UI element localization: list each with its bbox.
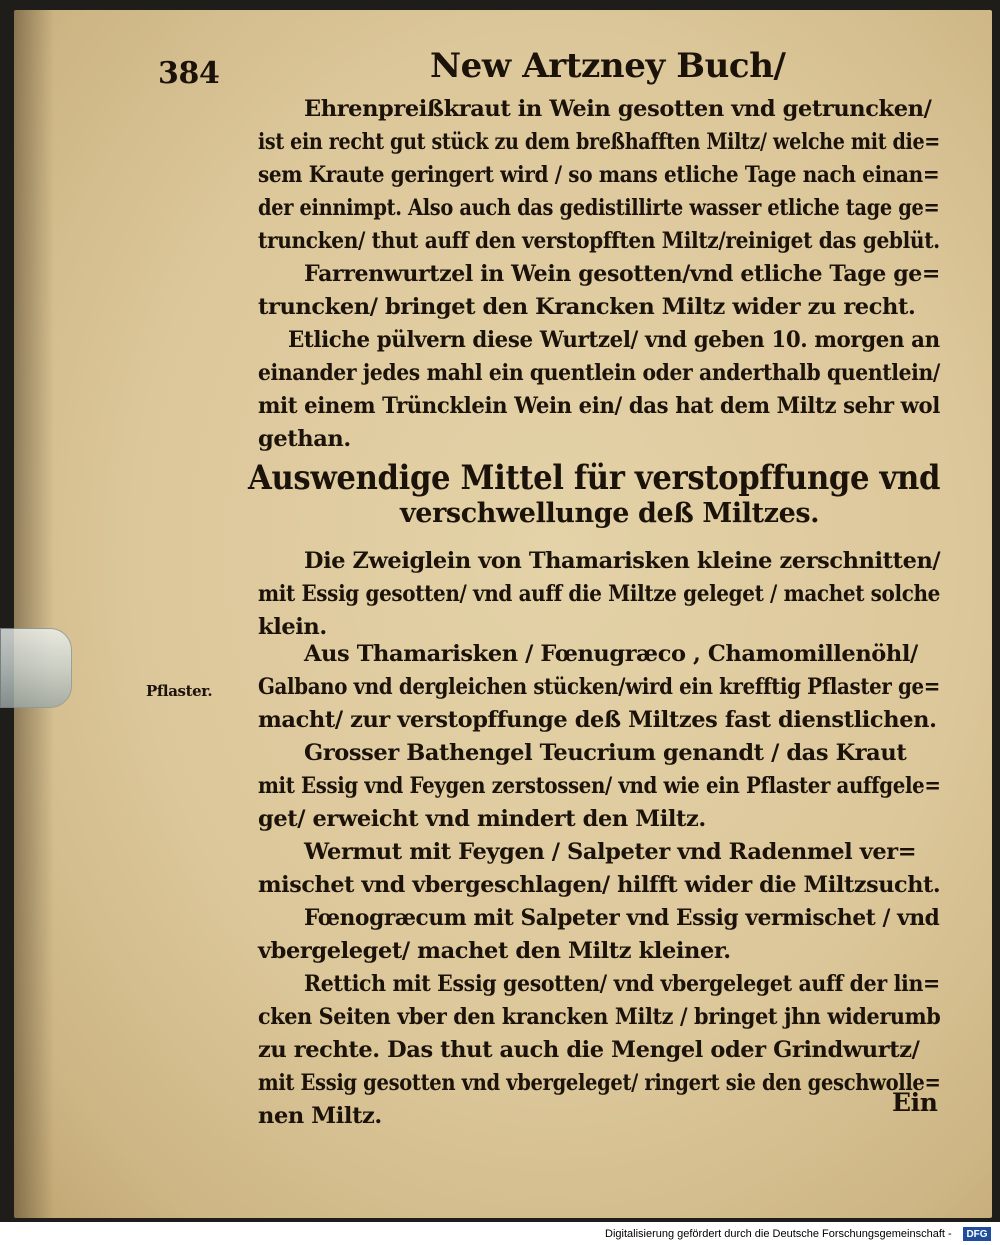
- text-line: ist ein recht gut stück zu dem breßhafften Miltz/ welche mit die=: [258, 129, 941, 155]
- page-gutter-shadow: [14, 10, 54, 1218]
- text-line: sem Kraute geringert wird / so mans etliche Tage nach einan=: [258, 162, 940, 188]
- text-line: Galbano vnd dergleichen stücken/wird ein krefftig Pflaster ge=: [258, 674, 940, 700]
- text-line: mit Essig gesotten vnd vbergeleget/ ringert sie den geschwolle=: [258, 1070, 941, 1096]
- catchword: Ein: [892, 1088, 938, 1117]
- text-line: Fœnogræcum mit Salpeter vnd Essig vermischet / vnd: [304, 905, 940, 931]
- text-line: Farrenwurtzel in Wein gesotten/vnd etliche Tage ge=: [304, 261, 941, 287]
- text-line: cken Seiten vber den krancken Miltz / bringet jhn widerumb: [258, 1004, 941, 1030]
- text-line: macht/ zur verstopffunge deß Miltzes fast dienstlichen.: [258, 707, 937, 733]
- text-line: Grosser Bathengel Teucrium genandt / das Kraut: [304, 740, 907, 766]
- text-line: zu rechte. Das thut auch die Mengel oder Grindwurtz/: [258, 1037, 920, 1063]
- section-heading: Auswendige Mittel für verstopffunge vnd: [248, 458, 941, 498]
- text-line: mit Essig vnd Feygen zerstossen/ vnd wie ein Pflaster auffgele=: [258, 773, 941, 799]
- text-line: mit einem Trüncklein Wein ein/ das hat dem Miltz sehr wol: [258, 393, 940, 419]
- text-line: Wermut mit Feygen / Salpeter vnd Radenmel ver=: [304, 839, 917, 865]
- text-line: Rettich mit Essig gesotten/ vnd vbergeleget auff der lin=: [304, 971, 940, 997]
- margin-note: Pflaster.: [146, 682, 213, 700]
- bookmark-ribbon: [0, 628, 72, 708]
- text-line: mischet vnd vbergeschlagen/ hilfft wider die Miltzsucht.: [258, 872, 941, 898]
- text-line: Ehrenpreißkraut in Wein gesotten vnd getruncken/: [304, 96, 932, 122]
- text-line: nen Miltz.: [258, 1103, 382, 1129]
- text-line: mit Essig gesotten/ vnd auff die Miltze geleget / machet solche: [258, 581, 941, 607]
- text-line: einander jedes mahl ein quentlein oder anderthalb quentlein/: [258, 360, 940, 386]
- text-line: klein.: [258, 614, 327, 640]
- text-line: Aus Thamarisken / Fœnugræco , Chamomillenöhl/: [304, 641, 918, 667]
- text-line: Die Zweiglein von Thamarisken kleine zerschnitten/: [304, 548, 941, 574]
- page-number: 384: [158, 56, 220, 91]
- digitization-credit: Digitalisierung gefördert durch die Deutsche Forschungsgemeinschaft -: [605, 1228, 952, 1240]
- text-line: der einnimpt. Also auch das gedistillirte wasser etliche tage ge=: [258, 195, 940, 221]
- text-line: Etliche pülvern diese Wurtzel/ vnd geben 10. morgen an: [288, 327, 940, 353]
- text-line: truncken/ bringet den Krancken Miltz wider zu recht.: [258, 294, 916, 320]
- text-line: get/ erweicht vnd mindert den Miltz.: [258, 806, 706, 832]
- section-heading-continued: verschwellunge deß Miltzes.: [400, 498, 820, 529]
- text-line: vbergeleget/ machet den Miltz kleiner.: [258, 938, 731, 964]
- dfg-logo: DFG: [963, 1227, 991, 1241]
- text-line: truncken/ thut auff den verstopfften Miltz/reiniget das geblüt.: [258, 228, 940, 254]
- running-header: New Artzney Buch/: [430, 46, 786, 86]
- text-line: gethan.: [258, 426, 351, 452]
